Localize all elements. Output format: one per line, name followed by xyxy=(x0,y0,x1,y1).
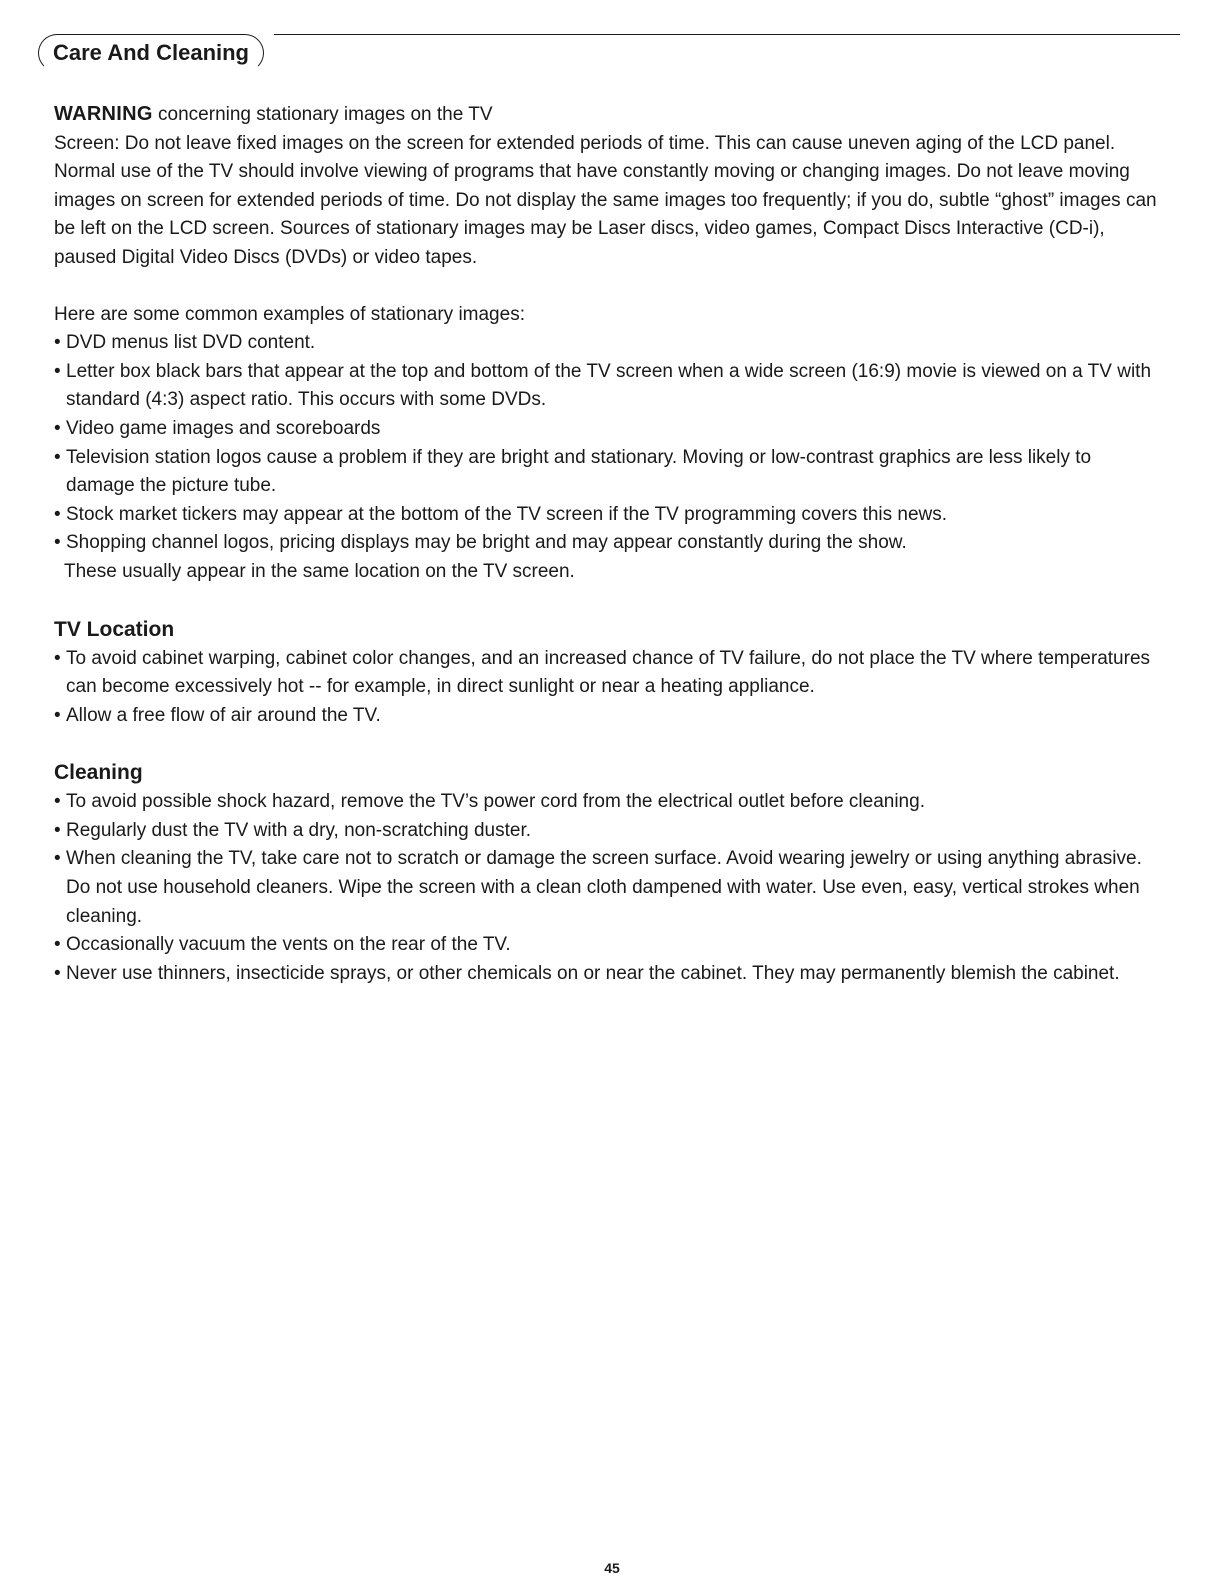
list-item: • Never use thinners, insecticide sprays, or other chemicals on or near the cabinet. They may permanently blemish the cabinet. xyxy=(54,960,1164,989)
warning-label: WARNING xyxy=(54,103,153,125)
spacer xyxy=(54,730,1164,758)
cleaning-list xyxy=(54,788,1164,988)
page-content xyxy=(54,100,1164,988)
list-item: • Stock market tickers may appear at the bottom of the TV screen if the TV programming covers this news. xyxy=(54,501,1164,530)
cleaning-title: Cleaning xyxy=(54,761,143,785)
page-number: 45 xyxy=(604,1560,620,1576)
spacer xyxy=(54,273,1164,301)
list-item: • To avoid possible shock hazard, remove the TV’s power cord from the electrical outlet before cleaning. xyxy=(54,788,1164,817)
list-item: • Video game images and scoreboards xyxy=(54,415,1164,444)
warning-heading xyxy=(54,100,1164,130)
tv-location-list xyxy=(54,645,1164,731)
list-item: • Television station logos cause a problem if they are bright and stationary. Moving or low-contrast graphics are less likely to damage the picture tube. xyxy=(54,444,1164,501)
section-title-tab xyxy=(38,34,264,72)
warning-heading-rest: concerning stationary images on the TV xyxy=(152,104,493,125)
list-item: • DVD menus list DVD content. xyxy=(54,329,1164,358)
page-header xyxy=(0,0,1224,80)
tv-location-title: TV Location xyxy=(54,617,175,641)
list-item: • Regularly dust the TV with a dry, non-scratching duster. xyxy=(54,817,1164,846)
list-item: • When cleaning the TV, take care not to scratch or damage the screen surface. Avoid wearing jewelry or using anything abrasive. Do not use household cleaners. Wipe the screen with a clean cloth dampened with water. Use even, easy, vertical strokes when cleaning. xyxy=(54,845,1164,931)
warning-body: Screen: Do not leave fixed images on the screen for extended periods of time. This can cause uneven aging of the LCD panel. Normal use of the TV should involve viewing of programs that have constantly moving or changing images. Do not leave moving images on screen for extended periods of time. Do not display the same images too frequently; if you do, subtle “ghost” images can be left on the LCD screen. Sources of stationary images may be Laser discs, video games, Compact Discs Interactive (CD-i), paused Digital Video Discs (DVDs) or video tapes. xyxy=(54,132,1157,268)
examples-closing: These usually appear in the same location on the TV screen. xyxy=(64,560,575,582)
section-title: Care And Cleaning xyxy=(53,40,249,65)
list-item: • Shopping channel logos, pricing displays may be bright and may appear constantly during the show. xyxy=(54,529,1164,558)
list-item: • Occasionally vacuum the vents on the rear of the TV. xyxy=(54,931,1164,960)
list-item: • Letter box black bars that appear at the top and bottom of the TV screen when a wide screen (16:9) movie is viewed on a TV with standard (4:3) aspect ratio. This occurs with some DVDs. xyxy=(54,358,1164,415)
spacer xyxy=(54,587,1164,615)
examples-list xyxy=(54,329,1164,558)
list-item: • To avoid cabinet warping, cabinet color changes, and an increased chance of TV failure, do not place the TV where temperatures can become excessively hot -- for example, in direct sunlight or near a heating appliance. xyxy=(54,645,1164,702)
header-rule xyxy=(274,34,1180,35)
examples-intro: Here are some common examples of stationary images: xyxy=(54,303,525,325)
list-item: • Allow a free flow of air around the TV. xyxy=(54,702,1164,731)
